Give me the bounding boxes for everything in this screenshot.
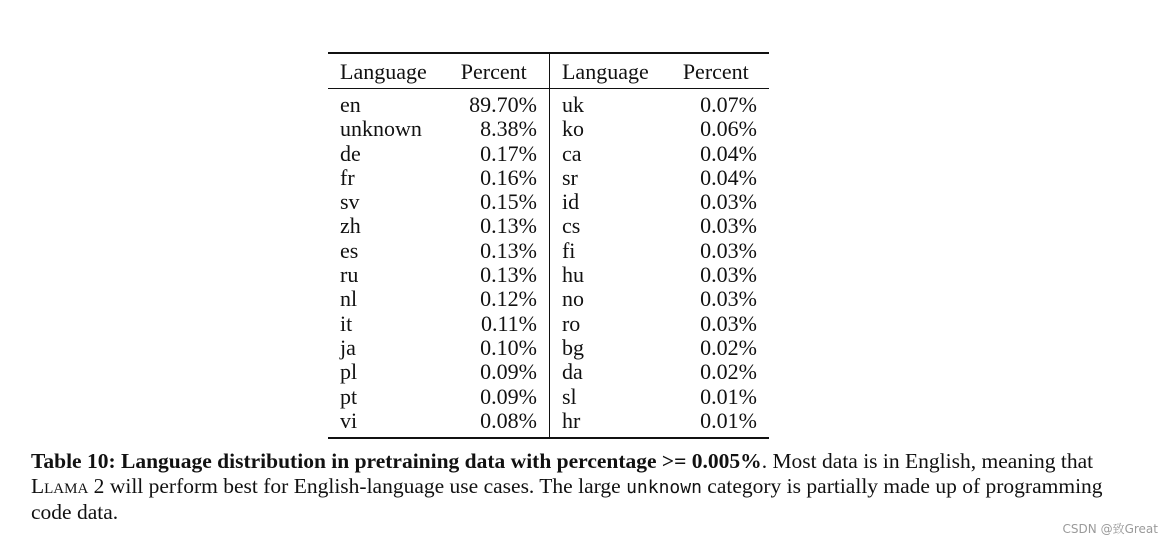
percent-cell: 0.13% — [449, 239, 550, 263]
language-cell: zh — [340, 213, 361, 239]
language-cell: ko — [561, 116, 584, 142]
header-language-right: Language — [549, 53, 670, 89]
percent-cell: 0.09% — [449, 360, 550, 384]
language-cell: sv — [340, 189, 360, 215]
caption-text-1: . Most data is in English, meaning that — [761, 449, 1094, 473]
table-row — [328, 190, 769, 214]
percent-cell: 0.03% — [700, 189, 757, 215]
percent-cell: 0.11% — [449, 312, 550, 336]
header-percent-right: Percent — [671, 53, 769, 89]
language-cell: it — [340, 310, 353, 336]
language-cell: en — [340, 92, 361, 117]
percent-cell: 0.16% — [449, 166, 550, 190]
language-cell: es — [340, 237, 359, 263]
table-row — [328, 409, 769, 438]
language-cell: no — [561, 286, 584, 312]
language-cell: pl — [340, 359, 358, 385]
percent-cell: 0.03% — [700, 310, 757, 336]
header-language-left: Language — [328, 53, 449, 89]
language-cell: fi — [561, 237, 576, 263]
language-cell: id — [561, 189, 580, 215]
language-cell: da — [561, 359, 583, 385]
table-row — [328, 263, 769, 287]
percent-cell: 0.04% — [700, 164, 757, 190]
language-cell: hr — [561, 407, 581, 433]
percent-cell: 0.02% — [700, 359, 757, 385]
percent-cell: 0.13% — [449, 214, 550, 238]
percent-cell: 0.04% — [700, 140, 757, 166]
caption-title: Table 10: Language distribution in pretraining data with percentage >= 0.005% — [31, 449, 762, 473]
language-cell: ja — [340, 334, 356, 360]
language-cell: nl — [340, 286, 358, 312]
percent-cell: 0.08% — [449, 409, 550, 438]
language-cell: hu — [561, 262, 584, 288]
percent-cell: 0.03% — [700, 262, 757, 288]
caption-code-word: unknown — [626, 476, 702, 498]
watermark: CSDN @致Great — [1062, 522, 1158, 536]
percent-cell: 0.12% — [449, 287, 550, 311]
table-body — [328, 89, 769, 439]
percent-cell: 0.01% — [700, 407, 757, 433]
language-table-container — [328, 52, 769, 439]
language-cell: pt — [340, 383, 358, 409]
language-cell: ro — [561, 310, 581, 336]
percent-cell: 0.01% — [700, 383, 757, 409]
table-row — [328, 89, 769, 118]
language-cell: uk — [561, 92, 584, 117]
percent-cell: 0.03% — [700, 237, 757, 263]
percent-cell: 0.10% — [449, 336, 550, 360]
language-cell: vi — [340, 407, 358, 433]
percent-cell: 0.03% — [700, 286, 757, 312]
percent-cell: 0.17% — [449, 142, 550, 166]
language-cell: unknown — [340, 116, 422, 142]
percent-cell: 0.02% — [700, 334, 757, 360]
table-row — [328, 312, 769, 336]
percent-cell: 0.06% — [700, 116, 757, 142]
table-row — [328, 287, 769, 311]
language-cell: sl — [561, 383, 577, 409]
table-row — [328, 142, 769, 166]
table-row — [328, 239, 769, 263]
percent-cell: 8.38% — [449, 117, 550, 141]
table-row — [328, 117, 769, 141]
language-distribution-table — [328, 52, 769, 439]
language-cell: ru — [340, 262, 359, 288]
percent-cell: 89.70% — [449, 89, 550, 118]
table-row — [328, 166, 769, 190]
table-row — [328, 336, 769, 360]
language-cell: sr — [561, 164, 578, 190]
language-cell: de — [340, 140, 361, 166]
table-row — [328, 360, 769, 384]
language-cell: fr — [340, 164, 355, 190]
percent-cell: 0.15% — [449, 190, 550, 214]
language-cell: ca — [561, 140, 582, 166]
percent-cell: 0.03% — [700, 213, 757, 239]
caption-text-2: will perform best for English-language use cases. The large — [104, 473, 627, 498]
table-caption — [31, 449, 1131, 525]
table-header-row — [328, 53, 769, 89]
percent-cell: 0.09% — [449, 385, 550, 409]
header-percent-left: Percent — [449, 53, 550, 89]
percent-cell: 0.07% — [700, 92, 757, 117]
percent-cell: 0.13% — [449, 263, 550, 287]
language-cell: bg — [561, 334, 584, 360]
caption-model-name: Llama 2 — [31, 473, 105, 498]
caption-text-3: category is partially made up of programming code data. — [31, 473, 1103, 524]
table-row — [328, 214, 769, 238]
language-cell: cs — [561, 213, 581, 239]
table-row — [328, 385, 769, 409]
